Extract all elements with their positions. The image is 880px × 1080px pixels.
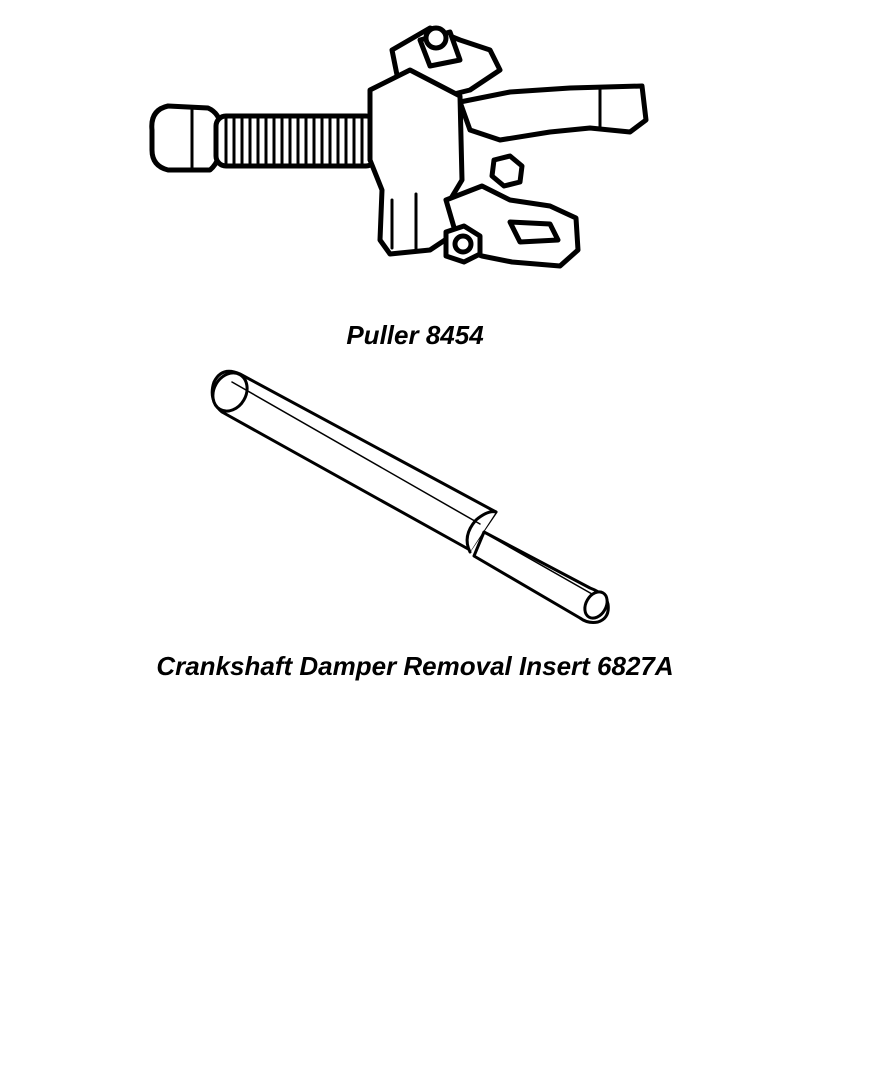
puller-8454-icon (130, 10, 670, 280)
puller-caption: Puller 8454 (346, 320, 484, 350)
insert-caption: Crankshaft Damper Removal Insert 6827A (156, 651, 674, 681)
insert-6827a-icon (200, 360, 630, 640)
